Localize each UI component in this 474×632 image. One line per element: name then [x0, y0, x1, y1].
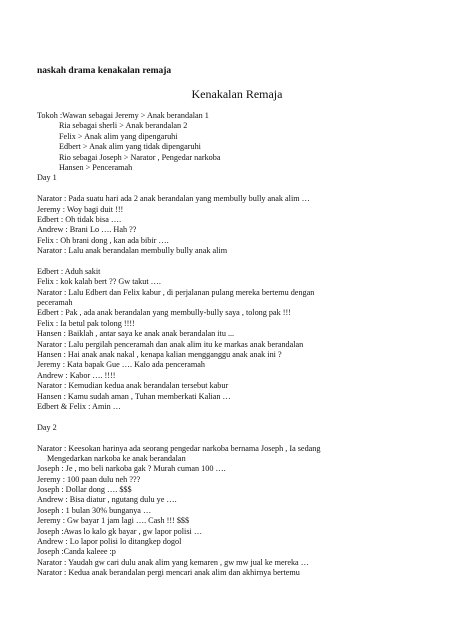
script-line: Jeremy : Kata bapak Gue …. Kalo ada penceramah: [37, 360, 205, 370]
script-body: [37, 111, 457, 579]
script-line: Narator : Yaudah gw cari dulu anak alim yang kemaren , gw mw jual ke mereka …: [37, 557, 309, 567]
script-line: Edbert > Anak alim yang tidak dipengaruhi: [59, 142, 201, 152]
script-line: Andrew : Brani Lo …. Hah ??: [37, 225, 137, 235]
script-line: Hansen > Penceramah: [59, 162, 133, 172]
script-line: Edbert & Felix : Amin …: [37, 401, 121, 411]
script-line: Day 2: [37, 422, 57, 432]
script-line: Jeremy : Woy bagi duit !!!: [37, 204, 124, 214]
blank-line: [37, 412, 457, 422]
blank-line: [37, 256, 457, 266]
script-line: Ria sebagai sherli > Anak berandalan 2: [59, 121, 188, 131]
script-line: Felix : Ia betul pak tolong !!!!: [37, 318, 135, 328]
script-line: Narator : Keesokan harinya ada seorang pengedar narkoba bernama Joseph , Ia sedang: [37, 443, 321, 453]
script-line: Mengedarkan narkoba ke anak berandalan: [47, 453, 186, 463]
script-line: Joseph : 1 bulan 30% bunganya …: [37, 505, 152, 515]
script-line: Narator : Lalu Edbert dan Felix kabur , di perjalanan pulang mereka bertemu dengan: [37, 287, 315, 297]
script-line: Narator : Kedua anak berandalan pergi mencari anak alim dan akhirnya bertemu: [37, 568, 300, 578]
blank-line: [37, 184, 457, 194]
script-line: Joseph :Canda kaleee :p: [37, 547, 116, 557]
script-line: Joseph : Dollar dong …. $$$: [37, 485, 132, 495]
script-line: Tokoh :Wawan sebagai Jeremy > Anak berandalan 1: [37, 111, 209, 120]
script-line: Andrew : Kabor …. !!!!: [37, 370, 116, 380]
script-line: Rio sebagai Joseph > Narator , Pengedar narkoba: [59, 152, 221, 162]
script-line: Edbert : Aduh sakit: [37, 266, 101, 276]
blank-line: [37, 433, 457, 443]
script-line: Narator : Lalu pergilah penceramah dan anak alim itu ke markas anak berandalan: [37, 339, 304, 349]
script-line: Hansen : Hai anak anak nakal , kenapa kalian mengganggu anak anak ini ?: [37, 349, 282, 359]
script-line: Narator : Kemudian kedua anak berandalan tersebut kabur: [37, 381, 229, 391]
script-line: Joseph : Je , mo beli narkoba gak ? Murah cuman 100 ….: [37, 464, 226, 474]
script-line: Felix : Oh brani dong , kan ada bibir ….: [37, 235, 169, 245]
script-line: Edbert : Pak , ada anak berandalan yang membully-bully saya , tolong pak !!!: [37, 308, 291, 318]
script-line: Day 1: [37, 173, 57, 183]
document-title: Kenakalan Remaja: [191, 87, 283, 101]
script-line: Andrew : Bisa diatur , ngutang dulu ye ….: [37, 495, 177, 505]
script-line: Jeremy : Gw bayar 1 jam lagi …. Cash !!! $$$: [37, 516, 190, 526]
document-heading: naskah drama kenakalan remaja: [37, 66, 172, 76]
script-line: Andrew : Lo lapor polisi lo ditangkep dogol: [37, 537, 182, 547]
script-line: Hansen : Baiklah , antar saya ke anak anak berandalan itu ...: [37, 329, 235, 339]
script-line: Jeremy : 100 paan dulu neh ???: [37, 474, 141, 484]
script-line: peceramah: [37, 298, 73, 308]
script-line: Narator : Pada suatu hari ada 2 anak berandalan yang membully bully anak alim …: [37, 194, 310, 204]
script-line: Joseph :Awas lo kalo gk bayar , gw lapor polisi …: [37, 526, 203, 536]
script-line: Narator : Lalu anak berandalan membully bully anak alim: [37, 246, 228, 256]
script-line: Hansen : Kamu sudah aman , Tuhan memberkati Kalian …: [37, 391, 231, 401]
script-line: Felix : kok kalah bert ?? Gw takut ….: [37, 277, 161, 287]
script-line: Felix > Anak alim yang dipengaruhi: [59, 131, 178, 141]
script-line: Edbert : Oh tidak bisa ….: [37, 214, 122, 224]
